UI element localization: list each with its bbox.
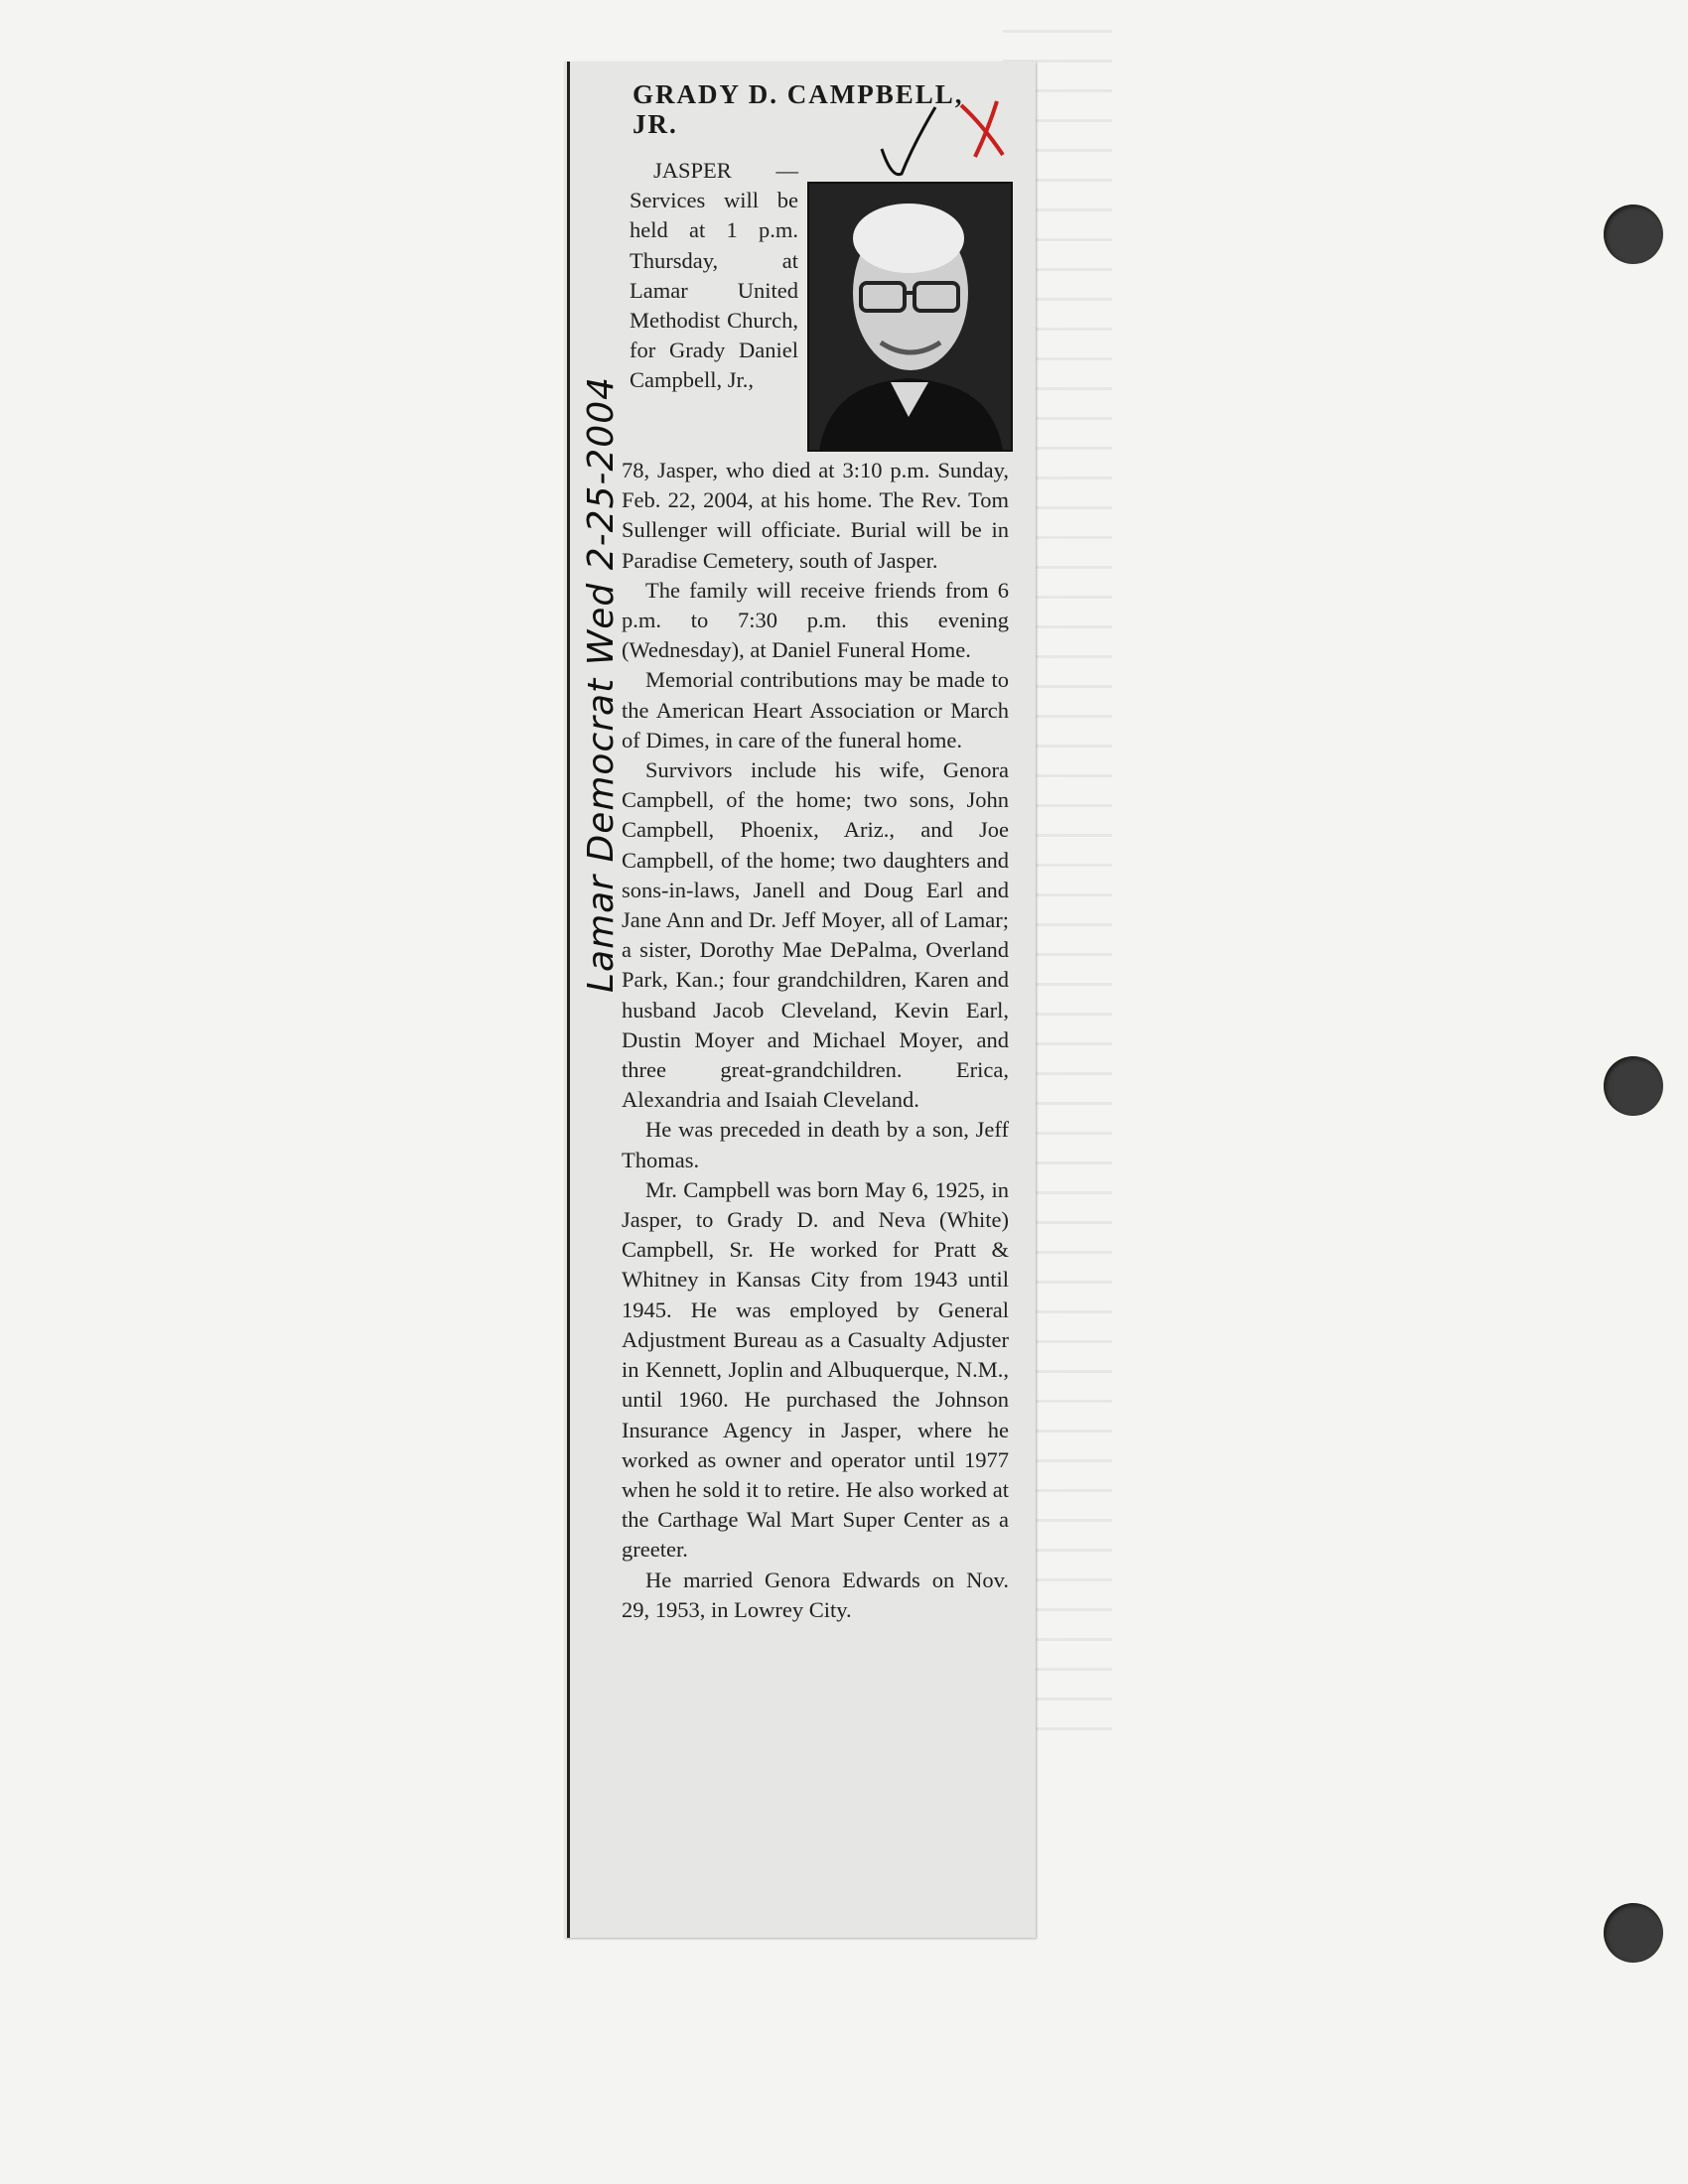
- portrait-image: [809, 184, 1011, 450]
- opening-paragraph-text: JASPER — Services will be held at 1 p.m. Thursday, at Lamar United Methodist Church, for Grady Daniel Campbell, Jr.,: [630, 158, 798, 393]
- opening-paragraph: [630, 156, 798, 396]
- body-paragraph: Mr. Campbell was born May 6, 1925, in Jasper, to Grady D. and Neva (White) Campbell, Sr. He worked for Pratt & Whitney in Kansas City from 1943 until 1945. He was employed by General Adjustment Bureau as a Casualty Adjuster in Kennett, Joplin and Albuquerque, N.M., until 1960. He purchased the Johnson Insurance Agency in Jasper, where he worked as owner and operator until 1977 when he sold it to retire. He also worked at the Carthage Wal Mart Super Center as a greeter.: [622, 1176, 1009, 1563]
- checkmark-icon: [874, 99, 943, 179]
- punch-hole: [1604, 1903, 1663, 1963]
- headline-line-1: GRADY D. CAMPBELL,: [633, 79, 964, 109]
- body-paragraph: He married Genora Edwards on Nov. 29, 1953, in Lowrey City.: [622, 1567, 1009, 1622]
- punch-hole: [1604, 205, 1663, 264]
- red-x-mark-icon: [953, 95, 1013, 165]
- body-paragraph: He was preceded in death by a son, Jeff Thomas.: [622, 1117, 1009, 1172]
- body-paragraph: Memorial contributions may be made to the American Heart Association or March of Dimes, in care of the funeral home.: [622, 667, 1009, 752]
- punch-hole: [1604, 1056, 1663, 1116]
- obituary-body: [622, 456, 1009, 1625]
- handwritten-source-date-note: Lamar Democrat Wed 2-25-2004: [581, 375, 622, 993]
- body-paragraph: Survivors include his wife, Genora Campbell, of the home; two sons, John Campbell, Phoenix, Ariz., and Joe Campbell, of the home; two daughters and sons-in-laws, Janell and Doug Earl and Jane Ann and Dr. Jeff Moyer, all of Lamar; a sister, Dorothy Mae DePalma, Overland Park, Kan.; four grandchildren, Karen and husband Jacob Cleveland, Kevin Earl, Dustin Moyer and Michael Moyer, and three great-grandchildren. Erica, Alexandria and Isaiah Cleveland.: [622, 757, 1009, 1113]
- body-paragraph: 78, Jasper, who died at 3:10 p.m. Sunday, Feb. 22, 2004, at his home. The Rev. Tom Sullenger will officiate. Burial will be in Paradise Cemetery, south of Jasper.: [622, 458, 1009, 573]
- body-paragraph: The family will receive friends from 6 p.m. to 7:30 p.m. this evening (Wednesday), at Daniel Funeral Home.: [622, 577, 1009, 663]
- portrait-photo: [807, 182, 1013, 452]
- headline-line-2: JR.: [633, 109, 678, 139]
- newspaper-clipping: [564, 62, 1036, 1938]
